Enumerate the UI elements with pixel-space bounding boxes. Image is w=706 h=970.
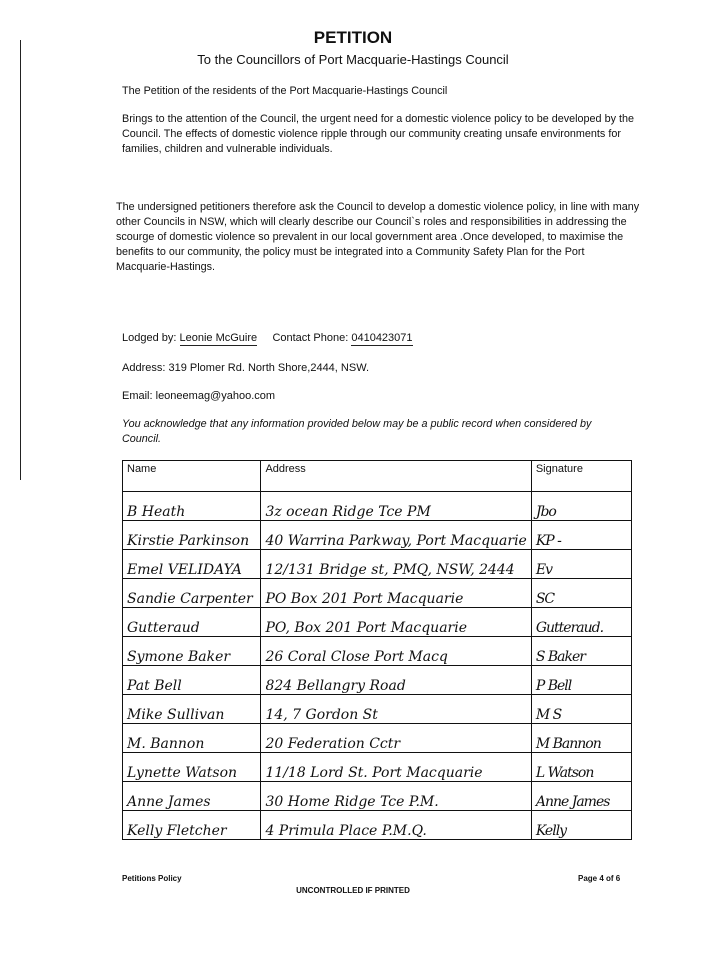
signer-signature: Kelly [531,811,631,840]
email-line [122,390,275,402]
signer-name: Kelly Fletcher [123,811,261,840]
table-row [123,550,632,579]
signer-signature: SC [531,579,631,608]
phone-label: Contact Phone: [272,332,349,344]
table-row [123,811,632,840]
signer-signature: Jbo [531,492,631,521]
footer-policy-label: Petitions Policy [122,874,182,883]
address-label: Address: [122,362,166,374]
signer-name: Sandie Carpenter [123,579,261,608]
signer-address: 14, 7 Gordon St [261,695,531,724]
signer-signature: M S [531,695,631,724]
signer-address: 11/18 Lord St. Port Macquarie [261,753,531,782]
email-label: Email: [122,390,153,402]
signer-signature: P Bell [531,666,631,695]
email-value: leoneemag@yahoo.com [155,390,276,402]
page-subtitle: To the Councillors of Port Macquarie-Hastings Council [197,52,509,67]
signer-address: 3z ocean Ridge Tce PM [261,492,531,521]
table-header-row [123,461,632,492]
signer-signature: M Bannon [531,724,631,753]
signer-name: Anne James [123,782,261,811]
signer-name: Symone Baker [123,637,261,666]
signer-signature: KP - [531,521,631,550]
signer-signature: Ev [531,550,631,579]
signer-address: 40 Warrina Parkway, Port Macquarie [261,521,531,550]
table-row [123,724,632,753]
signer-address: 4 Primula Place P.M.Q. [261,811,531,840]
left-margin-line [20,40,21,480]
table-row [123,637,632,666]
signer-name: Pat Bell [123,666,261,695]
signer-signature: S Baker [531,637,631,666]
page-title: PETITION [313,28,393,47]
lodged-line [122,332,413,344]
table-row [123,753,632,782]
address-line [122,362,369,374]
signer-address: 30 Home Ridge Tce P.M. [261,782,531,811]
footer-uncontrolled-label: UNCONTROLLED IF PRINTED [296,886,410,895]
signature-table [122,460,632,840]
signer-name: Kirstie Parkinson [123,521,261,550]
signer-address: PO, Box 201 Port Macquarie [261,608,531,637]
phone-value: 0410423071 [351,332,413,344]
signer-address: 26 Coral Close Port Macq [261,637,531,666]
column-header-name: Name [123,461,261,492]
column-header-address: Address [261,461,531,492]
table-row [123,695,632,724]
footer-page-number: Page 4 of 6 [578,874,621,883]
column-header-signature: Signature [531,461,631,492]
table-row [123,666,632,695]
table-row [123,782,632,811]
table-row [123,521,632,550]
signer-address: 20 Federation Cctr [261,724,531,753]
table-row [123,579,632,608]
table-row [123,492,632,521]
signer-address: PO Box 201 Port Macquarie [261,579,531,608]
table-row [123,608,632,637]
signer-address: 824 Bellangry Road [261,666,531,695]
signer-name: Emel VELIDAYA [123,550,261,579]
signer-name: Mike Sullivan [123,695,261,724]
lodged-name: Leonie McGuire [179,332,258,344]
signer-signature: Anne James [531,782,631,811]
body-paragraph-1: Brings to the attention of the Council, the urgent need for a domestic violence policy to be developed by the Council. The effects of domestic violence ripple through our community creating unsafe environments for families, children and vulnerable individuals. [122,113,634,155]
signer-signature: Gutteraud. [531,608,631,637]
lodged-label: Lodged by: [122,332,177,344]
signer-signature: L Watson [531,753,631,782]
signer-name: Lynette Watson [123,753,261,782]
signer-name: M. Bannon [123,724,261,753]
public-record-notice: You acknowledge that any information provided below may be a public record when considered by Council. [122,418,592,445]
signer-name: B Heath [123,492,261,521]
address-value: 319 Plomer Rd. North Shore,2444, NSW. [168,362,370,374]
intro-text: The Petition of the residents of the Port Macquarie-Hastings Council [122,85,448,97]
signer-address: 12/131 Bridge st, PMQ, NSW, 2444 [261,550,531,579]
body-paragraph-2: The undersigned petitioners therefore ask the Council to develop a domestic violence policy, in line with many other Councils in NSW, which will clearly describe our Council`s roles and responsibilities in addressing the scourge of domestic violence so prevalent in our local government area .Once developed, to maximise the benefits to our community, the policy must be integrated into a Community Safety Plan for the Port Macquarie-Hastings. [116,201,640,273]
signer-name: Gutteraud [123,608,261,637]
